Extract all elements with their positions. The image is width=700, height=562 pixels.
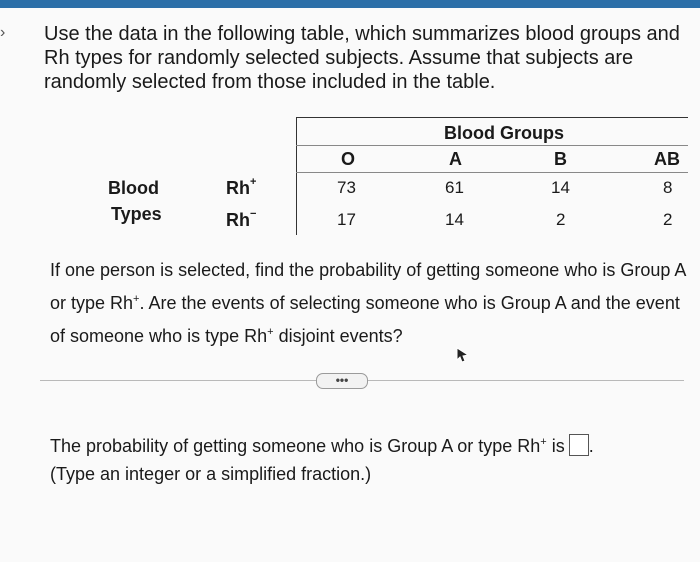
cell-rhneg-ab: 2 (663, 210, 673, 229)
table-group-line (296, 145, 688, 146)
table-header-line (296, 172, 688, 173)
cell-rhpos-ab: 8 (663, 178, 673, 197)
cell-rhneg-a: 14 (445, 210, 464, 229)
table-vertical-line (296, 117, 297, 235)
mouse-cursor-icon (455, 345, 471, 365)
cell-rhpos-a: 61 (445, 178, 464, 197)
cell-rhpos-o: 73 (337, 178, 356, 197)
top-accent-bar (0, 0, 700, 8)
answer-input[interactable] (569, 434, 589, 456)
column-header-a: A (449, 149, 462, 169)
cell-rhneg-b: 2 (556, 210, 566, 229)
table-title: Blood Groups (444, 123, 564, 143)
rh-positive-label: Rh+ (226, 176, 257, 198)
table-top-line (296, 117, 688, 118)
answer-hint: (Type an integer or a simplified fraction.) (50, 464, 372, 484)
column-header-b: B (554, 149, 567, 169)
column-header-ab: AB (654, 149, 680, 169)
row-header-types: Types (111, 204, 162, 224)
answer-section (50, 428, 690, 488)
rh-negative-label: Rh− (226, 208, 257, 230)
column-header-o: O (341, 149, 356, 169)
row-header-blood: Blood (108, 178, 159, 198)
cell-rhpos-b: 14 (551, 178, 570, 197)
question-text: If one person is selected, find the probability of getting someone who is Group A or type Rh+. Are the events of selecting someone who is Group A and the event of someone who is type Rh+ disjoint events? (50, 260, 686, 346)
intro-text: Use the data in the following table, which summarizes blood groups and Rh types for randomly selected subjects. Assume that subjects are randomly selected from those included in the table. (44, 23, 680, 93)
cell-rhneg-o: 17 (337, 210, 356, 229)
more-button[interactable]: ••• (316, 373, 368, 389)
answer-prompt: The probability of getting someone who is Group A or type Rh+ is . (50, 436, 594, 456)
expand-arrow-icon[interactable]: › (0, 24, 6, 41)
